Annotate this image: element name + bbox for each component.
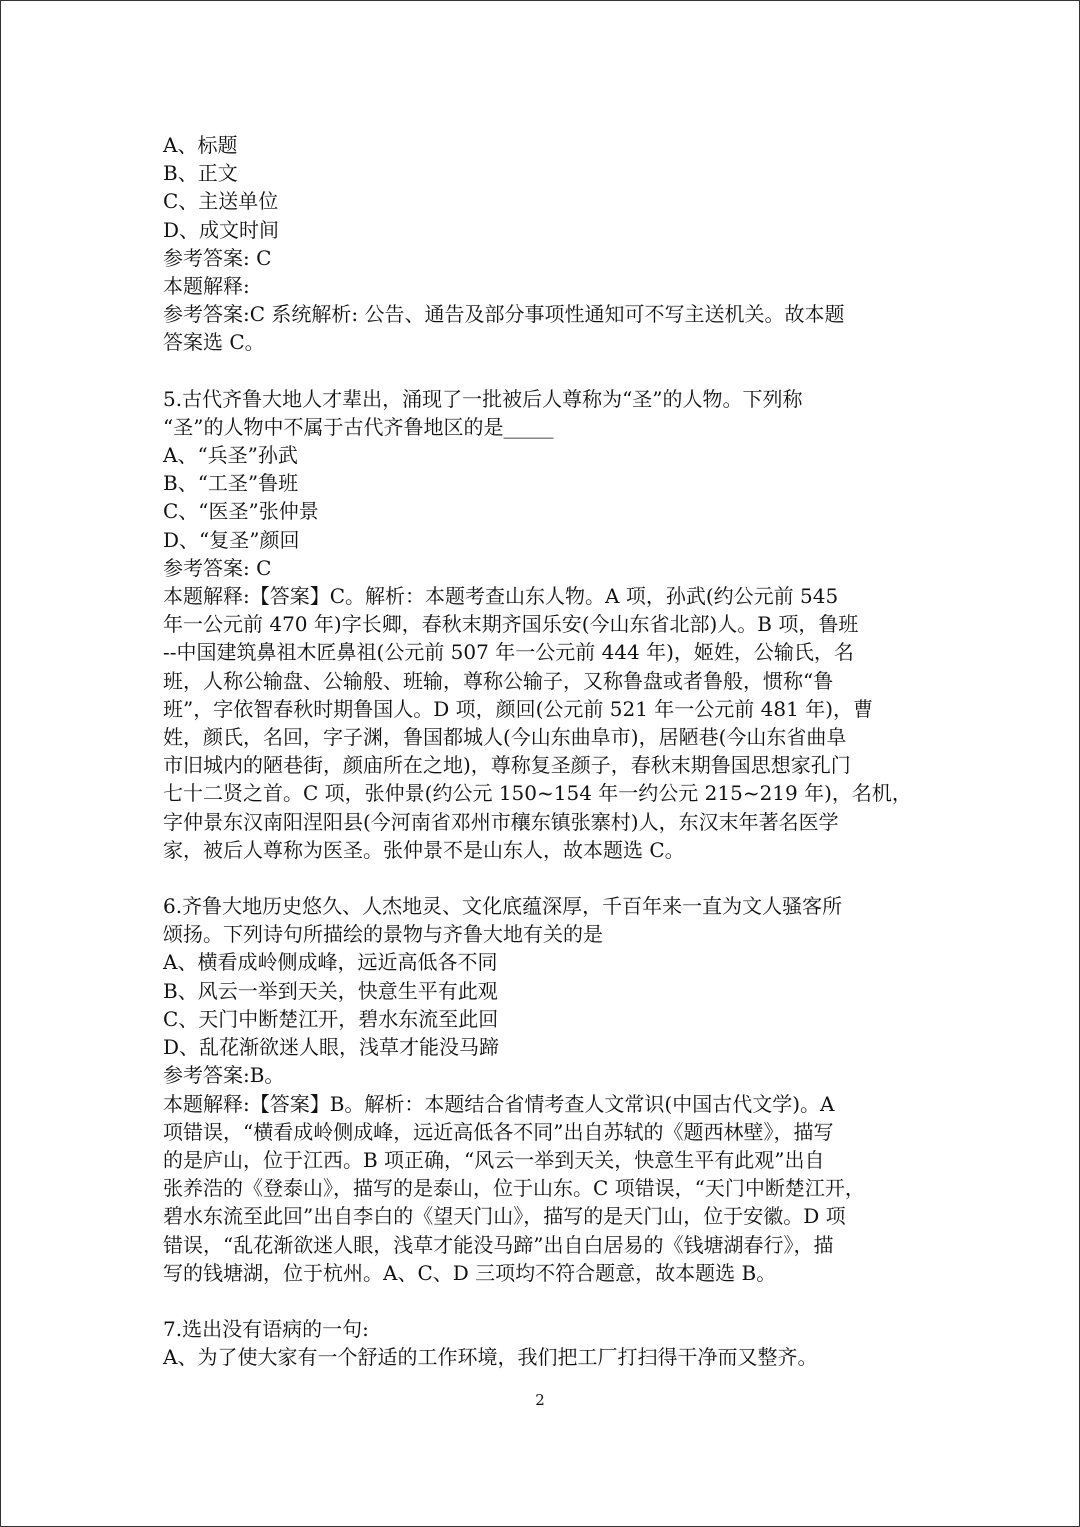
q5-explanation-line: 本题解释:【答案】C。解析：本题考查山东人物。A 项，孙武(约公元前 545 [163,584,839,609]
q6-answer: 参考答案:B。 [163,1063,285,1088]
q5-explanation-line: 班，人称公输盘、公输般、班输，尊称公输子，又称鲁盘或者鲁般，惯称“鲁 [163,668,834,693]
q5-stem-line: “圣”的人物中不属于古代齐鲁地区的是_____ [163,414,554,439]
q5-option-c: C、“医圣”张仲景 [163,499,319,524]
q4-explanation-label: 本题解释: [163,274,250,299]
document-body [163,131,923,1371]
q7-stem: 7.选出没有语病的一句: [163,1316,369,1341]
q6-option-c: C、天门中断楚江开，碧水东流至此回 [163,1006,499,1031]
q6-explanation-line: 项错误，“横看成岭侧成峰，远近高低各不同”出自苏轼的《题西林壁》，描写 [163,1119,834,1144]
q6-explanation-line: 写的钱塘湖，位于杭州。A、C、D 三项均不符合题意，故本题选 B。 [163,1260,777,1285]
q4-explanation-line: 参考答案:C 系统解析: 公告、通告及部分事项性通知可不写主送机关。故本题 [163,302,845,327]
q5-explanation-line: 姓，颜氏，名回，字子渊，鲁国都城人(今山东曲阜市)，居陋巷(今山东省曲阜 [163,725,847,750]
q5-explanation-line: 年一公元前 470 年)字长卿，春秋末期齐国乐安(今山东省北部)人。B 项，鲁班 [163,612,859,637]
question-7 [163,1315,923,1371]
q6-explanation-line: 张养浩的《登泰山》，描写的是泰山，位于山东。C 项错误，“天门中断楚江开， [163,1176,865,1201]
q6-option-b: B、风云一举到天关，快意生平有此观 [163,978,498,1003]
q5-explanation-line: 家，被后人尊称为医圣。张仲景不是山东人，故本题选 C。 [163,837,685,862]
q6-option-a: A、横看成岭侧成峰，远近高低各不同 [163,950,498,975]
paragraph-gap [163,1287,923,1315]
q4-explanation-line: 答案选 C。 [163,330,265,355]
q6-explanation-line: 的是庐山，位于江西。B 项正确，“风云一举到天关，快意生平有此观”出自 [163,1147,825,1172]
q4-option-b: B、正文 [163,161,238,186]
q6-stem-line: 6.齐鲁大地历史悠久、人杰地灵、文化底蕴深厚，千百年来一直为文人骚客所 [163,894,843,919]
q5-explanation-line: 字仲景东汉南阳涅阳县(今河南省邓州市穰东镇张寨村)人，东汉末年著名医学 [163,809,839,834]
question-6 [163,892,923,1287]
q6-option-d: D、乱花渐欲迷人眼，浅草才能没马蹄 [163,1035,500,1060]
q5-option-b: B、“工圣”鲁班 [163,471,299,496]
paragraph-gap [163,357,923,385]
question-5 [163,385,923,864]
q6-stem-line: 颂扬。下列诗句所描绘的景物与齐鲁大地有关的是 [163,922,603,947]
q5-answer: 参考答案: C [163,555,272,580]
q6-explanation-line: 碧水东流至此回”出自李白的《望天门山》，描写的是天门山，位于安徽。D 项 [163,1204,846,1229]
q4-option-a: A、标题 [163,133,238,157]
q5-explanation-line: --中国建筑鼻祖木匠鼻祖(公元前 507 年一公元前 444 年)，姬姓，公输氏，名 [163,640,854,665]
q5-explanation-line: 班”，字依智春秋时期鲁国人。D 项，颜回(公元前 521 年一公元前 481 年)，曹 [163,696,873,721]
q6-explanation-line: 错误，“乱花渐欲迷人眼，浅草才能没马蹄”出自白居易的《钱塘湖春行》，描 [163,1232,834,1257]
q5-explanation-line: 七十二贤之首。C 项，张仲景(约公元 150~154 年一约公元 215~219 年)，名机， [163,781,912,806]
q4-option-d: D、成文时间 [163,217,280,242]
paragraph-gap [163,864,923,892]
q5-option-d: D、“复圣”颜回 [163,527,300,552]
page-number: 2 [535,1391,545,1409]
question-4 [163,131,923,357]
q5-stem-line: 5.古代齐鲁大地人才辈出，涌现了一批被后人尊称为“圣”的人物。下列称 [163,386,803,411]
q5-option-a: A、“兵圣”孙武 [163,443,298,468]
q4-answer: 参考答案: C [163,245,272,270]
q5-explanation-line: 市旧城内的陋巷街，颜庙所在之地)，尊称复圣颜子，春秋末期鲁国思想家孔门 [163,753,851,778]
q7-option-a: A、为了使大家有一个舒适的工作环境，我们把工厂打扫得干净而又整齐。 [163,1345,818,1370]
q4-option-c: C、主送单位 [163,189,279,214]
q6-explanation-line: 本题解释:【答案】B。解析：本题结合省情考查人文常识(中国古代文学)。A [163,1091,835,1116]
